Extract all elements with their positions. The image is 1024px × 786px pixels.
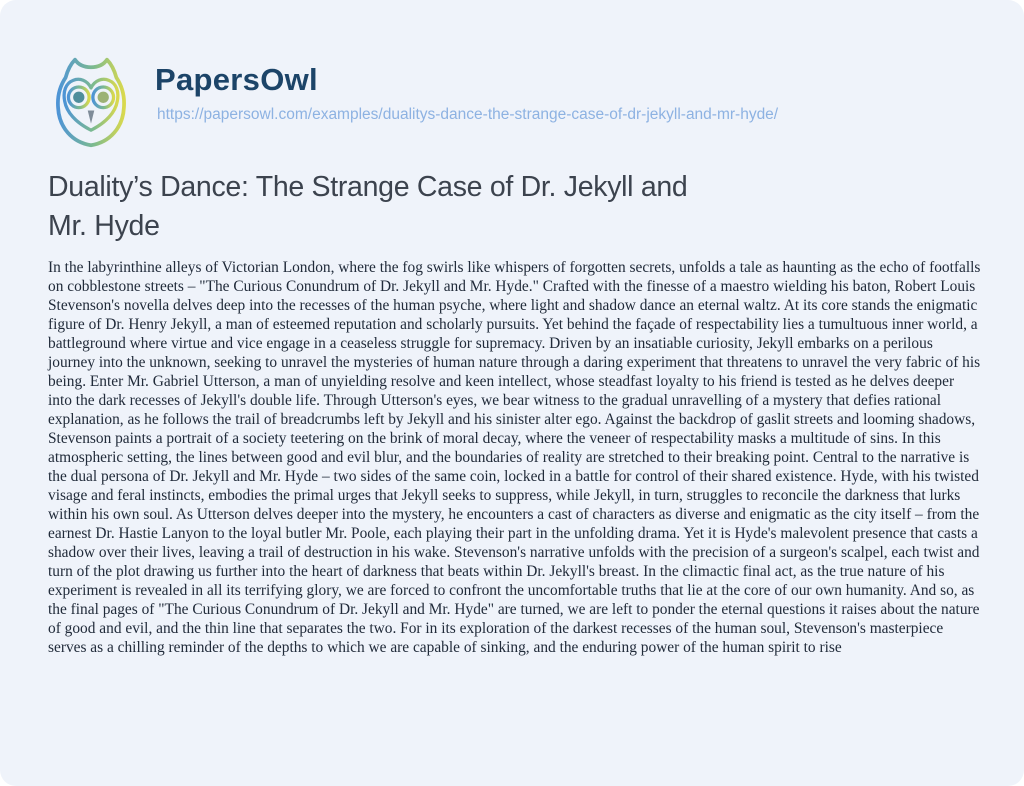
- essay-title: Duality’s Dance: The Strange Case of Dr. Jekyll and Mr. Hyde: [48, 171, 688, 242]
- essay-body-text: In the labyrinthine alleys of Victorian London, where the fog swirls like whispers of forgotten secrets, unfolds a tale as haunting as the echo of footfalls on cobblestone streets – "The Curious Conundrum of Dr. Jekyll and Mr. Hyde." Crafted with the finesse of a maestro wielding his baton, Robert Louis Stevenson's novella delves deep into the recesses of the human psyche, where light and shadow dance an eternal waltz. At its core stands the enigmatic figure of Dr. Henry Jekyll, a man of esteemed reputation and scholarly pursuits. Yet behind the façade of respectability lies a tumultuous inner world, a battleground where virtue and vice engage in a ceaseless struggle for supremacy. Driven by an insatiable curiosity, Jekyll embarks on a perilous journey into the unknown, seeking to unravel the mysteries of human nature through a daring experiment that threatens to unravel the very fabric of his being. Enter Mr. Gabriel Utterson, a man of unyielding resolve and keen intellect, whose steadfast loyalty to his friend is tested as he delves deeper into the dark recesses of Jekyll's double life. Through Utterson's eyes, we bear witness to the gradual unravelling of a mystery that defies rational explanation, as he follows the trail of breadcrumbs left by Jekyll and his sinister alter ego. Against the backdrop of gaslit streets and looming shadows, Stevenson paints a portrait of a society teetering on the brink of moral decay, where the veneer of respectability masks a multitude of sins. In this atmospheric setting, the lines between good and evil blur, and the boundaries of reality are stretched to their breaking point. Central to the narrative is the dual persona of Dr. Jekyll and Mr. Hyde – two sides of the same coin, locked in a battle for control of their shared existence. Hyde, with his twisted visage and feral instincts, embodies the primal urges that Jekyll seeks to suppress, while Jekyll, in turn, struggles to reconcile the darkness that lurks within his own soul. As Utterson delves deeper into the mystery, he encounters a cast of characters as diverse and enigmatic as the city itself – from the earnest Dr. Hastie Lanyon to the loyal butler Mr. Poole, each playing their part in the unfolding drama. Yet it is Hyde's malevolent presence that casts a shadow over their lives, leaving a trail of destruction in his wake. Stevenson's narrative unfolds with the precision of a surgeon's scalpel, each twist and turn of the plot drawing us further into the heart of darkness that beats within Dr. Jekyll's breast. In the climactic final act, as the true nature of his experiment is revealed in all its terrifying glory, we are forced to confront the uncomfortable truths that lie at the core of our own humanity. And so, as the final pages of "The Curious Conundrum of Dr. Jekyll and Mr. Hyde" are turned, we are left to ponder the eternal questions it raises about the nature of good and evil, and the thin line that separates the two. For in its exploration of the darkest recesses of the human soul, Stevenson's masterpiece serves as a chilling reminder of the depths to which we are capable of sinking, and the enduring power of the human spirit to rise: [48, 259, 981, 656]
- brand-title: PapersOwl: [155, 62, 318, 97]
- source-url-link[interactable]: https://papersowl.com/examples/dualitys-dance-the-strange-case-of-dr-jekyll-and-mr-hyde/: [157, 106, 779, 123]
- owl-logo-icon: [44, 52, 138, 152]
